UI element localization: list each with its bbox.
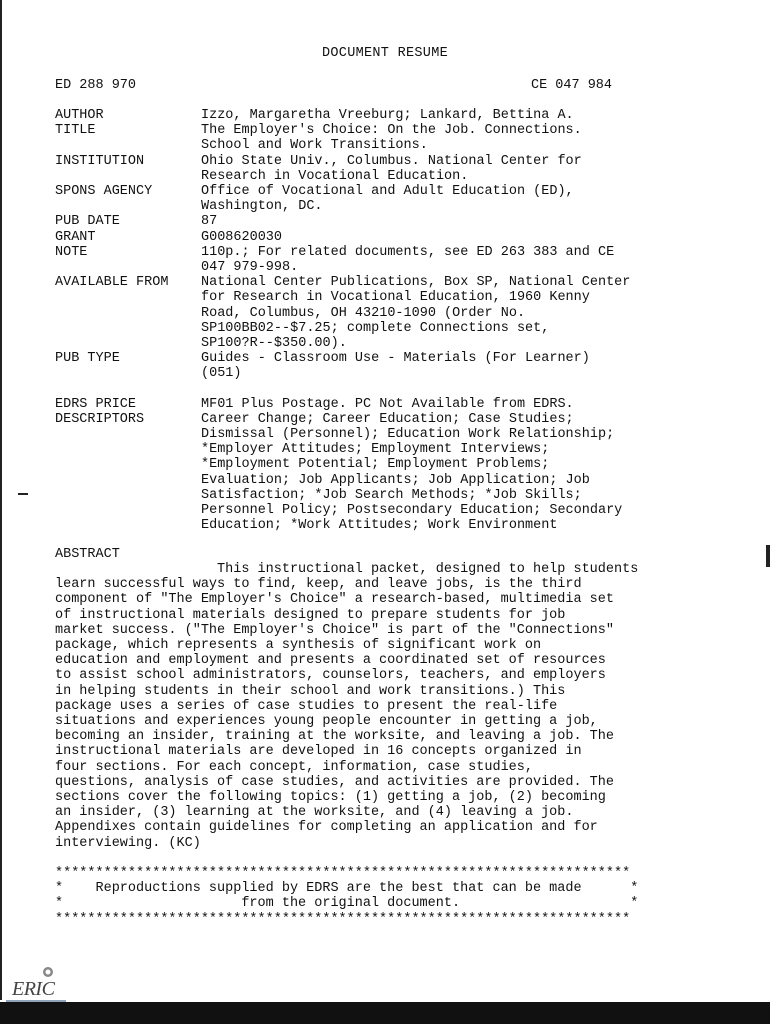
field-title [55,123,735,153]
scan-bottom-edge [0,1002,770,1024]
field-pub-type [55,351,735,381]
field-label: AUTHOR [55,108,104,123]
field-value: G008620030 [201,229,283,245]
field-author [55,108,735,123]
field-label: GRANT [55,229,96,245]
field-descriptors [55,412,735,534]
page-left-edge [0,0,2,1000]
field-pub-date [55,214,735,229]
field-note [55,245,735,275]
field-value: The Employer's Choice: On the Job. Connections. School and Work Transitions. [201,123,582,154]
field-label: PUB TYPE [55,351,120,367]
metadata-fields [55,108,735,533]
scan-mark-right [766,545,770,567]
field-edrs-price [55,397,735,412]
scan-mark-left [18,493,28,495]
abstract-body: This instructional packet, designed to help students learn successful ways to find, keep, and leave jobs, is the third component of "The Employer's Choice" a research-based, multimedia set of instructional materials designed to prepare students for job market success. ("The Employer's Choice" is part of the "Connections" package, which represents a synthesis of significant work on education and employment and presents a coordinated set of resources to assist school administrators, counselors, teachers, and employers in helping students in their school and work transitions.) This package uses a series of case studies to present the real-life situations and experiences young people encounter in getting a job, becoming an insider, training at the worksite, and leaving a job. The instructional materials are developed in 16 concepts organized in four sections. For each concept, information, case studies, questions, analysis of case studies, and activities are provided. The sections cover the following topics: (1) getting a job, (2) becoming an insider, (3) learning at the worksite, and (4) leaving a job. Appendixes contain guidelines for completing an application and for interviewing. (KC) [55,562,639,851]
field-value: 110p.; For related documents, see ED 263 383 and CE 047 979-998. [201,244,615,276]
field-value: National Center Publications, Box SP, National Center for Research in Vocational Education, 1960 Kenny Road, Columbus, OH 43210-1090 (Order No. SP100BB02--$7.25; complete Connections set, SP100?R--$350.00). [201,275,631,352]
field-label: PUB DATE [55,214,120,230]
field-label: DESCRIPTORS [55,411,145,427]
field-grant [55,230,735,245]
field-label: NOTE [55,244,88,260]
field-value: Career Change; Career Education; Case Studies; Dismissal (Personnel); Education Work Relationship; *Employer Attitudes; Employment Interviews; *Employment Potential; Employment Problems; Evaluation; Job Applicants; Job Application; Job Satisfaction; *Job Search Methods; *Job Skills; Personnel Policy; Postsecondary Education; Secondary Education; *Work Attitudes; Work Environment [201,411,623,534]
field-value: Guides - Classroom Use - Materials (For Learner) (051) [201,351,590,382]
field-value: MF01 Plus Postage. PC Not Available from EDRS. [201,396,574,412]
field-institution [55,154,735,184]
field-label: AVAILABLE FROM [55,275,169,291]
eric-logo-text: ERIC [12,978,55,1000]
field-value: Ohio State Univ., Columbus. National Center for Research in Vocational Education. [201,153,582,184]
field-value: 87 [201,214,218,230]
field-value: Izzo, Margaretha Vreeburg; Lankard, Bettina A. [201,108,574,123]
reproduction-notice: *********************************************************************** * Reproductions supplied by EDRS are the best that can be made * * from the original document. * *********************************************************************** [55,866,639,927]
field-value: Office of Vocational and Adult Education (ED), Washington, DC. [201,184,574,215]
abstract-heading: ABSTRACT [55,547,120,562]
field-spons-agency [55,184,735,214]
field-available-from [55,275,735,351]
ed-number: ED 288 970 [55,78,137,93]
field-label: EDRS PRICE [55,396,137,412]
document-title: DOCUMENT RESUME [321,46,449,61]
field-label: SPONS AGENCY [55,184,153,200]
field-label: INSTITUTION [55,153,145,169]
ce-number: CE 047 984 [531,78,613,93]
field-label: TITLE [55,123,96,139]
